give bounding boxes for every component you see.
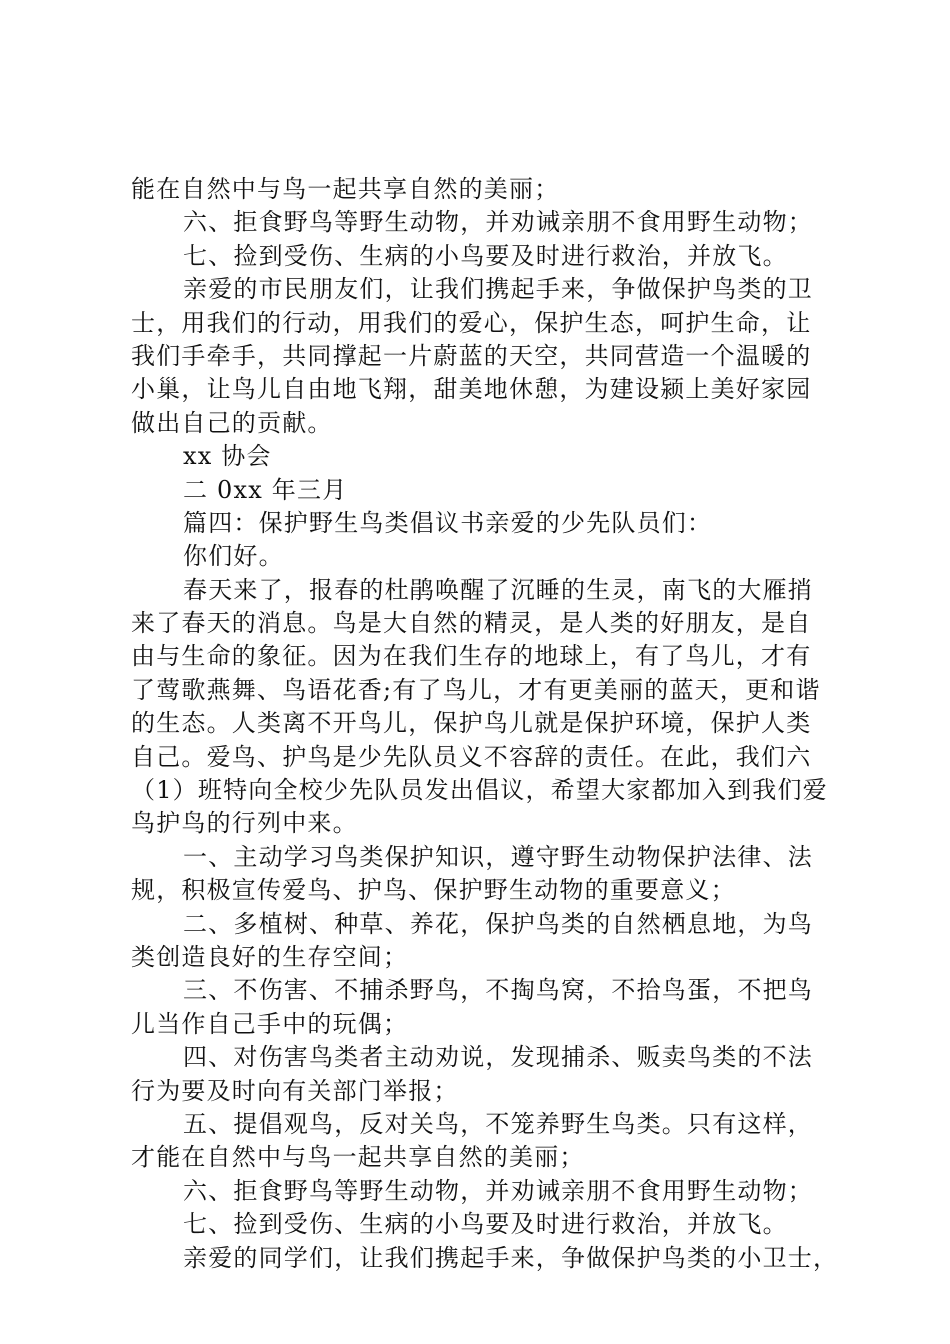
text-line: 篇四：保护野生鸟类倡议书亲爱的少先队员们： (183, 508, 713, 537)
text-line: 春天来了，报春的杜鹃唤醒了沉睡的生灵，南飞的大雁捎 (183, 575, 813, 604)
text-line: 能在自然中与鸟一起共享自然的美丽； (131, 175, 560, 203)
text-line: 六、拒食野鸟等野生动物，并劝诫亲朋不食用野生动物； (183, 1176, 813, 1205)
text-line: 我们手牵手，共同撑起一片蔚蓝的天空，共同营造一个温暖的 (131, 341, 812, 370)
text-line: 鸟护鸟的行列中来。 (131, 809, 358, 838)
text-line: 的生态。人类离不开鸟儿，保护鸟儿就是保护环境，保护人类 (131, 709, 812, 738)
text-line: 七、捡到受伤、生病的小鸟要及时进行救治，并放飞。 (183, 241, 788, 270)
text-line: 一、主动学习鸟类保护知识，遵守野生动物保护法律、法 (183, 842, 813, 871)
text-line: 四、对伤害鸟类者主动劝说，发现捕杀、贩卖鸟类的不法 (183, 1043, 813, 1072)
text-line: 五、提倡观鸟，反对关鸟，不笼养野生鸟类。只有这样， (183, 1109, 813, 1138)
text-line: 亲爱的同学们，让我们携起手来，争做保护鸟类的小卫士， (183, 1243, 839, 1272)
text-line: 小巢，让鸟儿自由地飞翔，甜美地休憩，为建设颍上美好家园 (131, 375, 812, 404)
text-line: 规，积极宣传爱鸟、护鸟、保护野生动物的重要意义； (131, 876, 736, 905)
text-line: 由与生命的象征。因为在我们生存的地球上，有了鸟儿，才有 (131, 642, 812, 671)
text-line: 亲爱的市民朋友们，让我们携起手来，争做保护鸟类的卫 (183, 275, 813, 304)
text-line: 二 0xx 年三月 (183, 475, 348, 504)
text-line: 儿当作自己手中的玩偶； (131, 1009, 409, 1038)
document-body (131, 173, 839, 1275)
text-line: 六、拒食野鸟等野生动物，并劝诫亲朋不食用野生动物； (183, 208, 813, 237)
text-line: 类创造良好的生存空间； (131, 942, 409, 971)
text-line: 七、捡到受伤、生病的小鸟要及时进行救治，并放飞。 (183, 1210, 788, 1239)
text-line: 三、不伤害、不捕杀野鸟，不掏鸟窝，不拾鸟蛋，不把鸟 (183, 976, 813, 1005)
text-line: 自己。爱鸟、护鸟是少先队员义不容辞的责任。在此，我们六 (131, 742, 812, 771)
text-line: 你们好。 (183, 542, 284, 571)
text-line: 行为要及时向有关部门举报； (131, 1076, 459, 1105)
text-line: 来了春天的消息。鸟是大自然的精灵，是人类的好朋友，是自 (131, 609, 812, 638)
text-line: xx 协会 (183, 442, 272, 471)
text-line: 做出自己的贡献。 (131, 408, 333, 437)
text-line: （1）班特向全校少先队员发出倡议，希望大家都加入到我们爱 (131, 776, 828, 805)
text-line: 才能在自然中与鸟一起共享自然的美丽； (131, 1143, 585, 1172)
text-line: 士，用我们的行动，用我们的爱心，保护生态，呵护生命，让 (131, 308, 812, 337)
text-line: 了莺歌燕舞、鸟语花香;有了鸟儿，才有更美丽的蓝天，更和谐 (131, 675, 821, 704)
text-line: 二、多植树、种草、养花，保护鸟类的自然栖息地，为鸟 (183, 909, 813, 938)
